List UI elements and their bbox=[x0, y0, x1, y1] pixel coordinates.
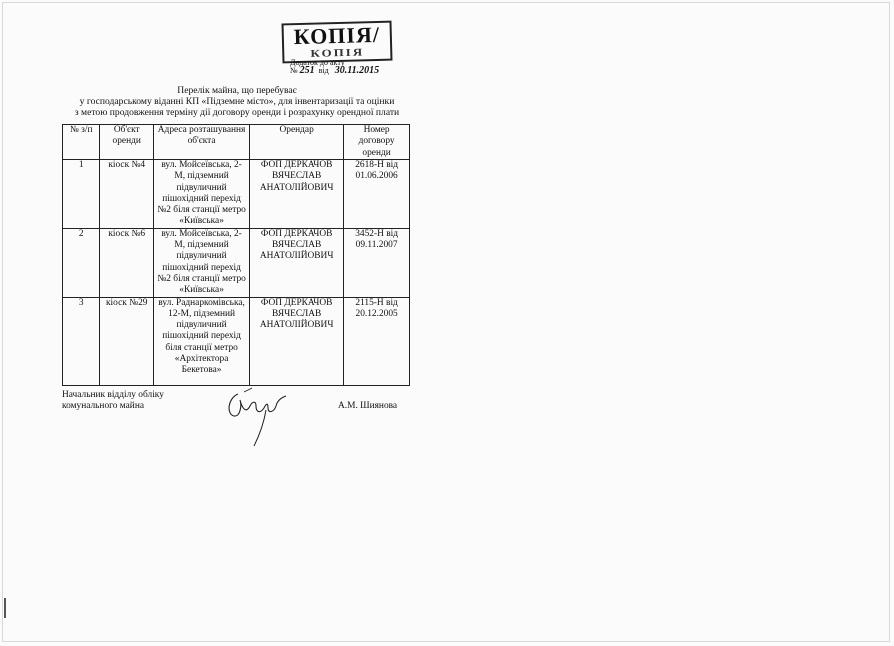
table-row bbox=[63, 297, 410, 385]
property-table bbox=[62, 124, 410, 386]
cell-contract: 3452-Н від 09.11.2007 bbox=[344, 228, 410, 297]
annex-number: 251 bbox=[299, 65, 315, 76]
cell-number: 3 bbox=[63, 297, 100, 385]
header-number: № з/п bbox=[63, 125, 100, 160]
annex-reference bbox=[290, 66, 400, 75]
document-title bbox=[60, 85, 414, 118]
stamp-text: КОПІЯ/ bbox=[293, 21, 381, 50]
header-address: Адреса розташування об'єкта bbox=[154, 125, 250, 160]
annex-date: 30.11.2015 bbox=[334, 65, 380, 76]
annex-no-prefix: № bbox=[290, 66, 298, 75]
annex-date-prefix: від bbox=[318, 66, 329, 75]
scan-edge-mark bbox=[4, 598, 6, 618]
annex-label: Додаток до акту bbox=[290, 58, 345, 67]
table-header-row bbox=[63, 125, 410, 160]
signer-position-line-2: комунального майна bbox=[62, 401, 144, 412]
cell-contract: 2115-Н від 20.12.2005 bbox=[344, 297, 410, 385]
cell-tenant: ФОП ДЕРКАЧОВ ВЯЧЕСЛАВ АНАТОЛІЙОВИЧ bbox=[250, 160, 344, 229]
cell-tenant: ФОП ДЕРКАЧОВ ВЯЧЕСЛАВ АНАТОЛІЙОВИЧ bbox=[250, 228, 344, 297]
cell-object: кіоск №29 bbox=[100, 297, 154, 385]
signer-position-line-1: Начальник відділу обліку bbox=[62, 390, 164, 400]
cell-address: вул. Раднаркомівська, 12-М, підземний підвуличний пішохідний перехід біля станції метро «Архітектора Бекетова» bbox=[154, 297, 250, 385]
cell-address: вул. Мойсеївська, 2-М, підземний підвуличний пішохідний перехід №2 біля станції метро «Київська» bbox=[154, 160, 250, 229]
signer-position bbox=[62, 390, 164, 413]
cell-object: кіоск №4 bbox=[100, 160, 154, 229]
handwritten-signature bbox=[222, 384, 292, 448]
copy-stamp bbox=[281, 21, 392, 64]
cell-contract: 2618-Н від 01.06.2006 bbox=[344, 160, 410, 229]
cell-object: кіоск №6 bbox=[100, 228, 154, 297]
cell-number: 1 bbox=[63, 160, 100, 229]
cell-tenant: ФОП ДЕРКАЧОВ ВЯЧЕСЛАВ АНАТОЛІЙОВИЧ bbox=[250, 297, 344, 385]
signer-name: А.М. Шиянова bbox=[338, 401, 398, 411]
title-line-2: у господарському віданні КП «Підземне місто», для інвентаризації та оцінки bbox=[79, 96, 395, 107]
header-object: Об'єкт оренди bbox=[100, 125, 154, 160]
title-line-3: з метою продовження терміну дії договору оренди і розрахунку орендної плати bbox=[74, 107, 400, 118]
header-tenant: Орендар bbox=[250, 125, 344, 160]
stamp-ghost-text: КОПІЯ bbox=[310, 45, 365, 60]
table-row bbox=[63, 228, 410, 297]
title-line-1: Перелік майна, що перебуває bbox=[177, 85, 297, 96]
cell-number: 2 bbox=[63, 228, 100, 297]
header-contract: Номер договору оренди bbox=[344, 125, 410, 160]
table-row bbox=[63, 160, 410, 229]
cell-address: вул. Мойсеївська, 2-М, підземний підвуличний пішохідний перехід №2 біля станції метро «Київська» bbox=[154, 228, 250, 297]
